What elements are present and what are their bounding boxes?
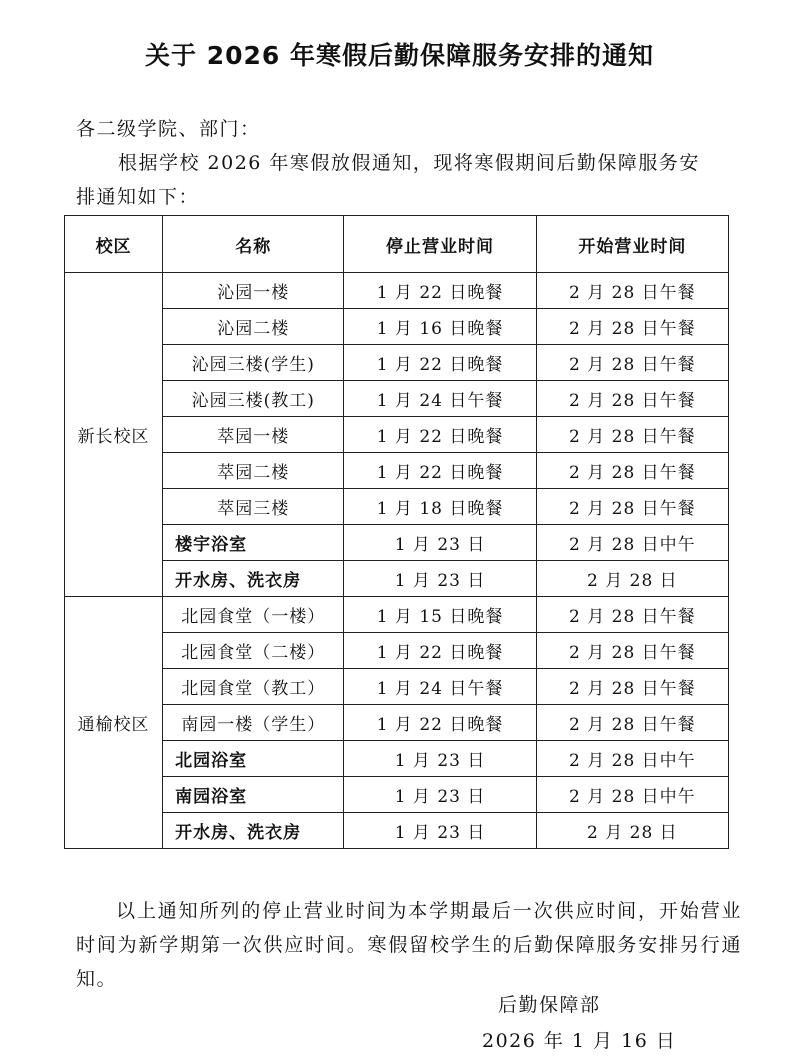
stop-time-cell: 1 月 23 日 xyxy=(344,777,536,813)
facility-name-cell: 北园食堂（一楼） xyxy=(163,597,344,633)
start-time-cell: 2 月 28 日午餐 xyxy=(536,669,728,705)
facility-name-cell: 北园食堂（教工） xyxy=(163,669,344,705)
stop-time-cell: 1 月 24 日午餐 xyxy=(344,381,536,417)
stop-time-cell: 1 月 18 日晚餐 xyxy=(344,489,536,525)
start-time-cell: 2 月 28 日午餐 xyxy=(536,309,728,345)
start-time-cell: 2 月 28 日中午 xyxy=(536,777,728,813)
stop-time-cell: 1 月 23 日 xyxy=(344,525,536,561)
table-row xyxy=(65,345,729,381)
start-time-cell: 2 月 28 日午餐 xyxy=(536,381,728,417)
facility-name-cell: 沁园二楼 xyxy=(163,309,344,345)
facility-name-cell: 南园浴室 xyxy=(163,777,344,813)
start-time-cell: 2 月 28 日午餐 xyxy=(536,345,728,381)
start-time-cell: 2 月 28 日中午 xyxy=(536,741,728,777)
table-row xyxy=(65,309,729,345)
header-campus: 校区 xyxy=(65,216,163,273)
table-row xyxy=(65,489,729,525)
table-row xyxy=(65,669,729,705)
table-body xyxy=(65,273,729,849)
stop-time-cell: 1 月 23 日 xyxy=(344,741,536,777)
table-row xyxy=(65,453,729,489)
stop-time-cell: 1 月 22 日晚餐 xyxy=(344,453,536,489)
start-time-cell: 2 月 28 日午餐 xyxy=(536,273,728,309)
signature-department: 后勤保障部 xyxy=(498,994,601,1016)
facility-name-cell: 萃园二楼 xyxy=(163,453,344,489)
table-row xyxy=(65,813,729,849)
stop-time-cell: 1 月 22 日晚餐 xyxy=(344,273,536,309)
header-stop-time: 停止营业时间 xyxy=(344,216,536,273)
table-row xyxy=(65,777,729,813)
table-row xyxy=(65,741,729,777)
notice-title: 关于 2026 年寒假后勤保障服务安排的通知 xyxy=(145,41,654,70)
stop-time-cell: 1 月 22 日晚餐 xyxy=(344,345,536,381)
stop-time-cell: 1 月 22 日晚餐 xyxy=(344,417,536,453)
stop-time-cell: 1 月 23 日 xyxy=(344,813,536,849)
start-time-cell: 2 月 28 日午餐 xyxy=(536,417,728,453)
table-row xyxy=(65,417,729,453)
salutation: 各二级学院、部门： xyxy=(76,118,261,140)
stop-time-cell: 1 月 15 日晚餐 xyxy=(344,597,536,633)
facility-name-cell: 南园一楼（学生） xyxy=(163,705,344,741)
table-row xyxy=(65,561,729,597)
stop-time-cell: 1 月 24 日午餐 xyxy=(344,669,536,705)
service-schedule-table xyxy=(64,215,729,849)
table-row xyxy=(65,525,729,561)
facility-name-cell: 萃园三楼 xyxy=(163,489,344,525)
stop-time-cell: 1 月 22 日晚餐 xyxy=(344,633,536,669)
start-time-cell: 2 月 28 日午餐 xyxy=(536,633,728,669)
facility-name-cell: 北园浴室 xyxy=(163,741,344,777)
facility-name-cell: 萃园一楼 xyxy=(163,417,344,453)
stop-time-cell: 1 月 22 日晚餐 xyxy=(344,705,536,741)
header-start-time: 开始营业时间 xyxy=(536,216,728,273)
intro-line-2: 排通知如下： xyxy=(76,186,200,208)
facility-name-cell: 楼宇浴室 xyxy=(163,525,344,561)
table-row xyxy=(65,273,729,309)
start-time-cell: 2 月 28 日中午 xyxy=(536,525,728,561)
table-row xyxy=(65,705,729,741)
intro-line-1: 根据学校 2026 年寒假放假通知，现将寒假期间后勤保障服务安 xyxy=(118,152,700,174)
facility-name-cell: 开水房、洗衣房 xyxy=(163,813,344,849)
signature-date: 2026 年 1 月 16 日 xyxy=(482,1030,677,1052)
campus-cell: 通榆校区 xyxy=(65,597,163,849)
start-time-cell: 2 月 28 日午餐 xyxy=(536,597,728,633)
facility-name-cell: 北园食堂（二楼） xyxy=(163,633,344,669)
stop-time-cell: 1 月 16 日晚餐 xyxy=(344,309,536,345)
start-time-cell: 2 月 28 日午餐 xyxy=(536,705,728,741)
start-time-cell: 2 月 28 日午餐 xyxy=(536,453,728,489)
facility-name-cell: 沁园三楼(学生) xyxy=(163,345,344,381)
header-name: 名称 xyxy=(163,216,344,273)
table-row xyxy=(65,381,729,417)
start-time-cell: 2 月 28 日午餐 xyxy=(536,489,728,525)
facility-name-cell: 开水房、洗衣房 xyxy=(163,561,344,597)
start-time-cell: 2 月 28 日 xyxy=(536,813,728,849)
stop-time-cell: 1 月 23 日 xyxy=(344,561,536,597)
closing-paragraph: 以上通知所列的停止营业时间为本学期最后一次供应时间，开始营业时间为新学期第一次供应时间。寒假留校学生的后勤保障服务安排另行通知。 xyxy=(76,900,742,990)
facility-name-cell: 沁园一楼 xyxy=(163,273,344,309)
facility-name-cell: 沁园三楼(教工) xyxy=(163,381,344,417)
table-header-row xyxy=(65,216,729,273)
table-row xyxy=(65,597,729,633)
campus-cell: 新长校区 xyxy=(65,273,163,597)
table-row xyxy=(65,633,729,669)
start-time-cell: 2 月 28 日 xyxy=(536,561,728,597)
